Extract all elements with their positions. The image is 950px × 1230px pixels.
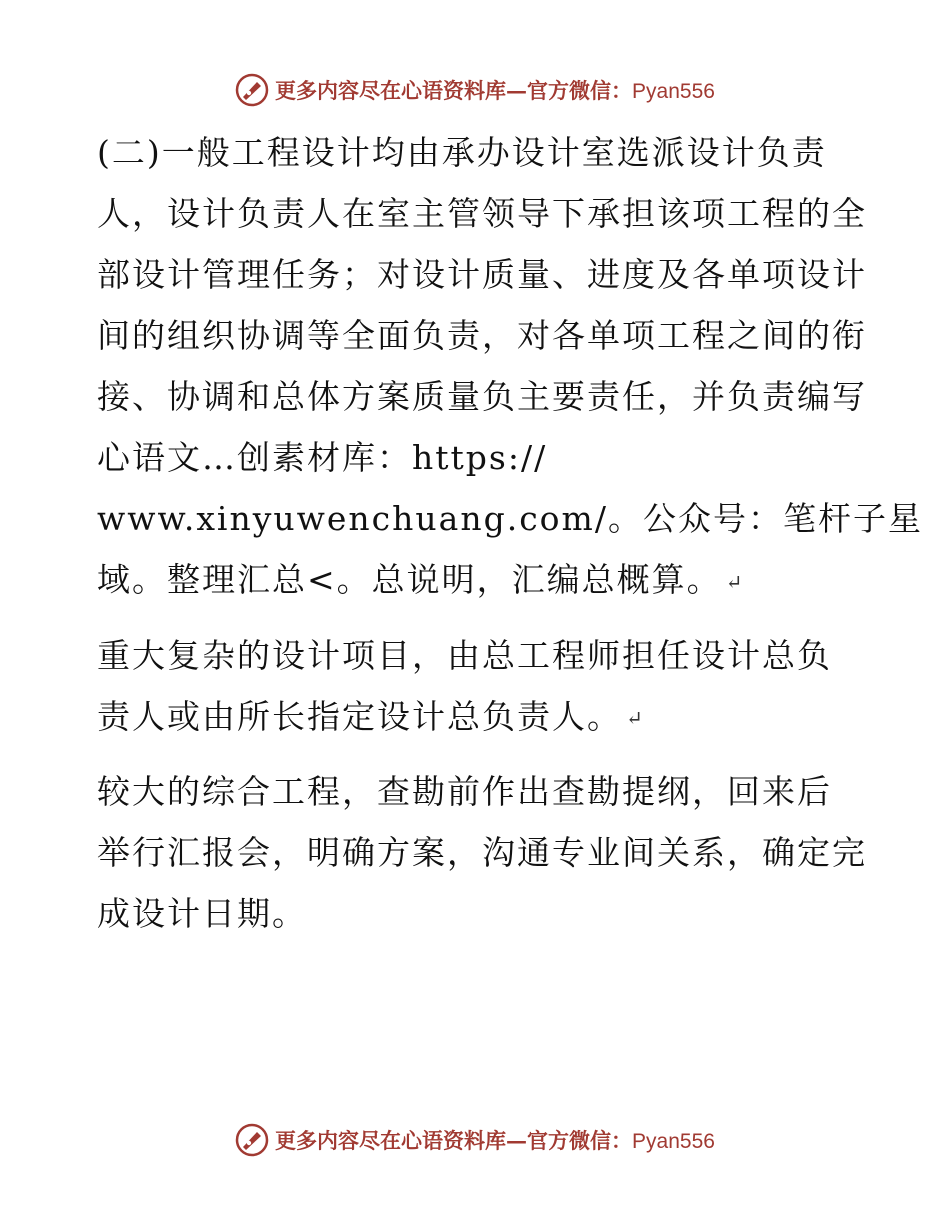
text-line-end xyxy=(97,686,857,750)
text-line: 举行汇报会，明确方案，沟通专业间关系，确定完 xyxy=(97,833,867,872)
pen-nib-logo-icon xyxy=(235,1123,269,1157)
pen-nib-logo-icon xyxy=(235,73,269,107)
text-line: 重大复杂的设计项目，由总工程师担任设计总负 xyxy=(97,635,832,675)
text-line-content: 责人或由所长指定设计总负责人。 xyxy=(97,696,622,736)
paragraph-spacer xyxy=(97,613,857,625)
header-banner xyxy=(0,70,950,110)
text-line: 部设计管理任务；对设计质量、进度及各单项设计 xyxy=(97,255,867,294)
text-line: 间的组织协调等全面负责，对各单项工程之间的衔 xyxy=(97,316,867,355)
text-line: 成设计日期。 xyxy=(97,894,307,933)
text-line: 接、协调和总体方案质量负主要责任，并负责编写 xyxy=(97,377,867,416)
paragraph-1 xyxy=(97,122,923,613)
paragraph-mark-icon: ↵ xyxy=(725,569,745,594)
text-line: www.xinyuwenchuang.com/。公众号：笔杆子星 xyxy=(97,499,923,538)
paragraph-mark-icon: ↵ xyxy=(626,706,645,730)
paragraph-2 xyxy=(97,625,857,750)
text-line: 较大的综合工程，查勘前作出查勘提纲，回来后 xyxy=(97,772,832,811)
banner-text-cn: 更多内容尽在心语资料库—官方微信： xyxy=(275,1128,633,1153)
footer-banner xyxy=(0,1120,950,1160)
banner-text xyxy=(275,75,715,105)
paragraph-3 xyxy=(97,761,867,944)
text-line: 人，设计负责人在室主管领导下承担该项工程的全 xyxy=(97,194,867,233)
banner-wechat-id: Pyan556 xyxy=(632,1130,715,1153)
banner-wechat-id: Pyan556 xyxy=(632,80,715,103)
paragraph-spacer xyxy=(97,749,857,761)
document-body xyxy=(97,122,923,944)
text-line-end xyxy=(97,549,857,613)
text-line: (二)一般工程设计均由承办设计室选派设计负责 xyxy=(97,133,827,172)
text-line: 心语文…创素材库：https:// xyxy=(97,438,548,477)
banner-text-cn: 更多内容尽在心语资料库—官方微信： xyxy=(275,78,633,103)
banner-text xyxy=(275,1125,715,1155)
text-line-content: 域。整理汇总<。总说明，汇编总概算。 xyxy=(97,560,722,599)
